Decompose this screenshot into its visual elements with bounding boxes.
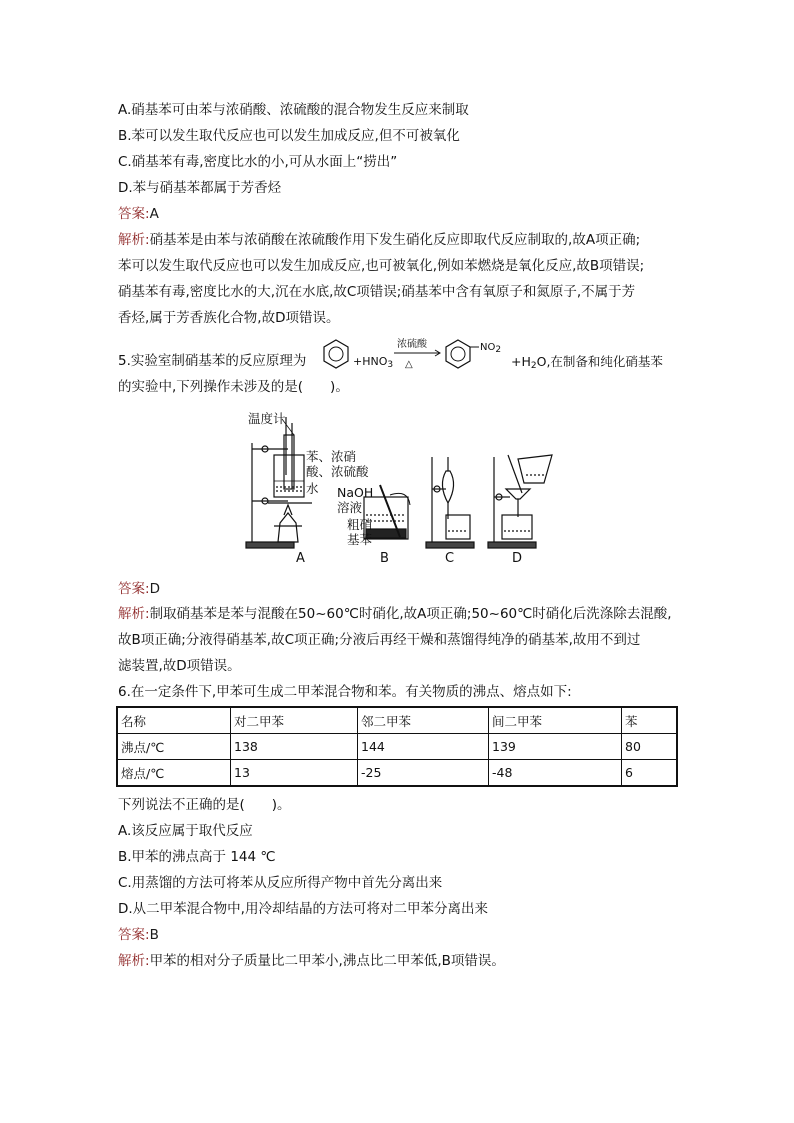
q5-stem-prefix: 5.实验室制硝基苯的反应原理为 [118, 353, 307, 369]
analysis-label: 解析: [118, 232, 150, 248]
table-row [117, 734, 677, 760]
q4-analysis-line-3: 硝基苯有毒,密度比水的大,沉在水底,故C项错误;硝基苯中含有氧原子和氮原子,不属于芳 [118, 284, 636, 300]
table-cell: 138 [231, 734, 358, 760]
q6-option-c: C.用蒸馏的方法可将苯从反应所得产物中首先分离出来 [118, 875, 443, 891]
table-cell: 139 [489, 734, 622, 760]
answer-value: A [149, 206, 159, 222]
apparatus-d-filtration [488, 455, 552, 548]
benzene-ring-icon [324, 340, 348, 368]
q5-stem-tail: $+H_2O$,在制备和纯化硝基苯 [511, 354, 663, 371]
label-naoh-2: 溶液 [337, 500, 363, 515]
answer-label: 答案: [118, 927, 150, 943]
table-cell: 沸点/℃ [117, 734, 231, 760]
q5-stem-line-2: 的实验中,下列操作未涉及的是( )。 [118, 379, 349, 395]
q6-question: 下列说法不正确的是( )。 [118, 797, 291, 813]
answer-value: B [149, 927, 159, 943]
label-b: B [380, 551, 389, 566]
table-cell: 13 [231, 760, 358, 787]
q4-option-a: A.硝基苯可由苯与浓硝酸、浓硫酸的混合物发生反应来制取 [118, 102, 469, 118]
reagent-hno3: $+HNO_3$ [353, 355, 394, 370]
catalyst-label: 浓硫酸 [397, 339, 427, 350]
label-mixture-2: 酸、浓硫酸 [306, 464, 369, 479]
table-cell: 6 [622, 760, 678, 787]
table-header-row [117, 707, 677, 734]
q5-analysis-line-2: 故B项正确;分液得硝基苯,故C项正确;分液后再经干燥和蒸馏得纯净的硝基苯,故用不到过 [118, 632, 641, 648]
table-cell: -25 [358, 760, 489, 787]
answer-value: D [149, 581, 160, 597]
q6-option-b: B.甲苯的沸点高于 144 ℃ [118, 849, 276, 865]
q6-option-d: D.从二甲苯混合物中,用冷却结晶的方法可将对二甲苯分离出来 [118, 901, 488, 917]
table-cell: 名称 [117, 707, 231, 734]
apparatus-c-separatory-funnel [426, 457, 474, 548]
table-cell: 邻二甲苯 [358, 707, 489, 734]
label-crude-1: 粗硝 [347, 517, 373, 532]
nitro-group-label: $NO_2$ [480, 342, 502, 355]
condition-label: △ [405, 359, 413, 370]
q5-analysis-line-1: 解析:制取硝基苯是苯与混酸在50~60℃时硝化,故A项正确;50~60℃时硝化后洗涤除去混酸, [118, 606, 672, 622]
label-mixture-1: 苯、浓硝 [306, 449, 357, 464]
q4-answer [118, 205, 159, 223]
table-row [117, 760, 677, 787]
table-cell: 间二甲苯 [489, 707, 622, 734]
apparatus-a-water-bath [246, 417, 312, 548]
q6-analysis: 解析:甲苯的相对分子质量比二甲苯小,沸点比二甲苯低,B项错误。 [118, 953, 505, 969]
boiling-melting-table [116, 706, 678, 787]
table-cell: 苯 [622, 707, 678, 734]
q5-analysis-line-3: 滤装置,故D项错误。 [118, 658, 241, 674]
label-thermometer: 温度计 [248, 411, 286, 426]
label-d: D [512, 551, 523, 566]
label-c: C [445, 551, 455, 566]
label-a: A [296, 551, 305, 566]
q4-analysis-line-1: 解析:硝基苯是由苯与浓硝酸在浓硫酸作用下发生硝化反应即取代反应制取的,故A项正确; [118, 232, 641, 248]
q4-option-b: B.苯可以发生取代反应也可以发生加成反应,但不可被氧化 [118, 128, 460, 144]
table-cell: 80 [622, 734, 678, 760]
label-crude-2: 基苯 [347, 532, 373, 547]
table-cell: 对二甲苯 [231, 707, 358, 734]
q6-answer [118, 926, 159, 944]
q4-analysis-line-2: 苯可以发生取代反应也可以发生加成反应,也可被氧化,例如苯燃烧是氧化反应,故B项错误; [118, 258, 645, 274]
table-cell: -48 [489, 760, 622, 787]
answer-label: 答案: [118, 206, 150, 222]
analysis-label: 解析: [118, 953, 150, 969]
label-water: 水 [306, 481, 319, 496]
q4-analysis-line-4: 香烃,属于芳香族化合物,故D项错误。 [118, 310, 340, 326]
label-naoh-1: NaOH [337, 485, 374, 500]
table-cell: 熔点/℃ [117, 760, 231, 787]
q6-stem: 6.在一定条件下,甲苯可生成二甲苯混合物和苯。有关物质的沸点、熔点如下: [118, 684, 572, 700]
q5-answer [118, 580, 160, 598]
q4-option-c: C.硝基苯有毒,密度比水的小,可从水面上“捞出” [118, 154, 398, 170]
table-cell: 144 [358, 734, 489, 760]
q6-option-a: A.该反应属于取代反应 [118, 823, 253, 839]
q4-option-d: D.苯与硝基苯都属于芳香烃 [118, 180, 282, 196]
analysis-label: 解析: [118, 606, 150, 622]
nitrobenzene-ring-icon [446, 340, 479, 368]
answer-label: 答案: [118, 581, 150, 597]
